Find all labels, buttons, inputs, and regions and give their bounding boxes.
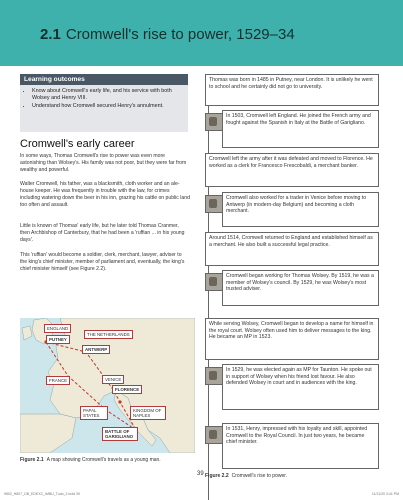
figure-2-2-number: Figure 2.2 <box>205 473 229 479</box>
section-title <box>40 26 295 43</box>
painting-thumbnail <box>205 195 223 213</box>
figure-2-2-text: Cromwell's rise to power. <box>231 473 288 479</box>
figure-2-1-text: A map showing Cromwell's travels as a young man. <box>46 457 161 463</box>
timeline-entry <box>205 153 379 187</box>
timeline-entry <box>205 318 379 360</box>
learning-outcomes-box <box>20 74 188 132</box>
timeline-entry <box>205 232 379 266</box>
career-paragraph: This 'ruffian' would become a soldier, clerk, merchant, lawyer, adviser to the king's chief minister, member of parliament and, eventually, the king's chief minister himself (see Figure 2.2). <box>20 252 185 272</box>
timeline-entry-text: Cromwell left the army after it was defeated and moved to Florence. He worked as a clerk for Francesco Frescobaldi, a merchant banker. <box>209 156 373 169</box>
map-label-france: FRANCE <box>46 376 70 385</box>
wolsey-portrait-thumbnail <box>205 273 223 291</box>
henry-portrait-thumbnail <box>205 426 223 444</box>
map-label-venice: VENICE <box>102 375 124 384</box>
timeline-entry-text: While serving Wolsey, Cromwell began to develop a name for himself in the royal court. Wolsey often used him to deliver messages to the king. He became an MP in 1523. <box>209 321 374 340</box>
early-career-heading: Cromwell's early career <box>20 138 135 150</box>
map-label-netherlands: THE NETHERLANDS <box>84 330 133 339</box>
timeline-entry-text: In 1503, Cromwell left England. He joined the French army and fought against the Spanish in Italy at the Battle of Garigliano. <box>226 113 371 126</box>
career-paragraph: In some ways, Thomas Cromwell's rise to power was even more astonishing than Wolsey's. His family was not poor, but they were far from wealthy and powerful. <box>20 153 187 173</box>
timeline-entry-text: Cromwell also worked for a trader in Venice before moving to Antwerp (in modern-day Belgium) and becoming a cloth merchant. <box>226 195 367 214</box>
career-paragraph: Walter Cromwell, his father, was a blacksmith, cloth worker and an ale-house keeper. He was frequently in trouble with the law, for crimes including watering down the beer in his inn, grazing his cattle on public land too often and assault. <box>20 181 190 208</box>
timeline-entry-text: Thomas was born in 1485 in Putney, near London. It is unlikely he went to school and he certainly did not go to university. <box>209 77 373 90</box>
map-label-battle-of-garigliano: BATTLE OF GARIGLIANO <box>102 427 138 441</box>
section-header-band <box>0 0 403 66</box>
map-label-papal-states: PAPAL STATES <box>80 406 108 420</box>
map-label-putney: PUTNEY <box>46 335 70 344</box>
portrait-thumbnail <box>205 113 223 131</box>
figure-2-2-caption <box>205 473 287 479</box>
timeline-entry <box>205 74 379 106</box>
learning-outcomes-title: Learning outcomes <box>20 74 188 85</box>
figure-2-1-caption <box>20 457 161 463</box>
section-number: 2.1 <box>40 26 61 43</box>
map-label-florence: FLORENCE <box>112 385 142 394</box>
timeline-entry-text: Cromwell began working for Thomas Wolsey. By 1519, he was a member of Wolsey's council. By 1529, he was Wolsey's most trusted adviser. <box>226 273 374 292</box>
timeline-entry <box>222 110 379 148</box>
travel-map <box>20 318 195 453</box>
section-title-text: Cromwell's rise to power, 1529–34 <box>65 26 295 43</box>
parliament-thumbnail <box>205 367 223 385</box>
print-slug-date: 11/11/20 3:41 PM <box>371 492 399 496</box>
map-label-kingdom-of-naples: KINGDOM OF NAPLES <box>130 406 166 420</box>
timeline-entry <box>222 423 379 469</box>
career-paragraph: Little is known of Thomas' early life, but he later told Thomas Cranmer, then Archbishop of Canterbury, that he had been a 'ruffian ... in his young days'. <box>20 223 185 243</box>
figure-2-1-number: Figure 2.1 <box>20 457 44 463</box>
timeline-entry-text: In 1531, Henry, impressed with his loyalty and skill, appointed Cromwell to the Royal Council. In just two years, he became chief minister. <box>226 426 368 445</box>
timeline-entry-text: In 1529, he was elected again as MP for Taunton. He spoke out in support of Wolsey when his friend lost favour. He also defended Wolsey in court and in audiences with the king. <box>226 367 372 386</box>
learning-outcomes-list <box>20 88 188 110</box>
map-label-antwerp: ANTWERP <box>82 345 110 354</box>
timeline-entry <box>222 270 379 306</box>
timeline-entry-text: Around 1514, Cromwell returned to England and established himself as a merchant. He also built a successful legal practice. <box>209 235 373 248</box>
page-number: 39 <box>197 471 204 477</box>
timeline-entry <box>222 192 379 227</box>
learning-outcome-item: • Know about Cromwell's early life, and his service with both Wolsey and Henry VIII. <box>32 88 188 102</box>
print-slug-file: 9802_H807_OB_EDEXC_IMBU_Tudo_2.indd 39 <box>4 492 80 496</box>
map-label-england: ENGLAND <box>44 324 71 333</box>
timeline-entry <box>222 364 379 410</box>
learning-outcome-item: • Understand how Cromwell secured Henry's annulment. <box>32 103 188 110</box>
